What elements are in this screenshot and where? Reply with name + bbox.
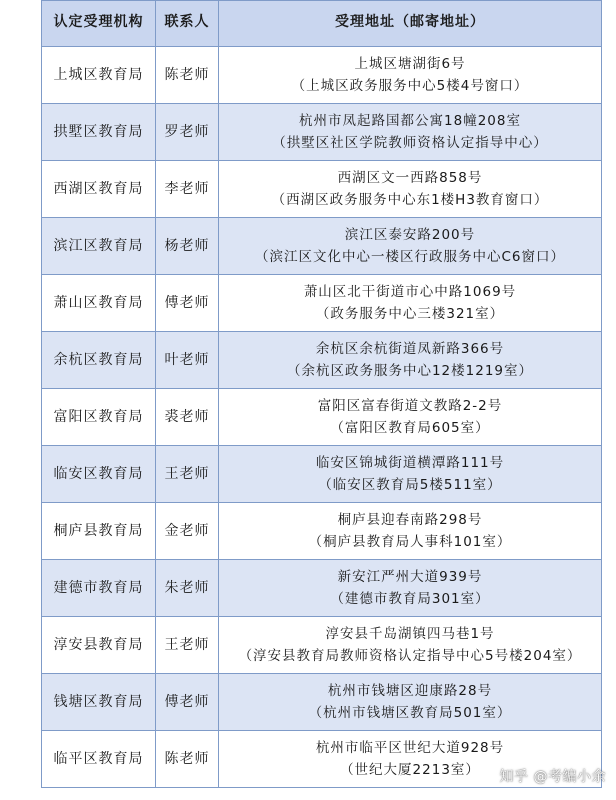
contact-cell: 叶老师 [156,332,219,389]
address-line-office: （滨江区文化中心一楼区行政服务中心C6窗口） [254,249,565,265]
address-line-office: （拱墅区社区学院教师资格认定指导中心） [272,135,548,151]
contact-cell: 王老师 [156,446,219,503]
address-line-street: 桐庐县迎春南路298号 [337,512,483,528]
teacher-certification-table-container [41,0,601,788]
address-cell [219,275,602,332]
table-row [42,617,602,674]
address-cell [219,104,602,161]
org-cell: 滨江区教育局 [42,218,156,275]
org-cell: 萧山区教育局 [42,275,156,332]
address-cell [219,218,602,275]
org-cell: 淳安县教育局 [42,617,156,674]
org-cell: 钱塘区教育局 [42,674,156,731]
address-cell [219,389,602,446]
address-line-office: （政务服务中心三楼321室） [315,306,505,322]
address-line-office: （西湖区政务服务中心东1楼H3教育窗口） [271,192,549,208]
address-line-office: （桐庐县教育局人事科101室） [308,534,512,550]
address-line-office: （杭州市钱塘区教育局501室） [308,705,512,721]
table-row [42,503,602,560]
address-cell [219,332,602,389]
contact-cell: 杨老师 [156,218,219,275]
address-line-street: 新安江严州大道939号 [337,569,483,585]
address-line-street: 杭州市凤起路国都公寓18幢208室 [299,113,521,129]
table-row [42,332,602,389]
address-line-street: 西湖区文一西路858号 [337,170,483,186]
org-cell: 临平区教育局 [42,731,156,788]
address-line-street: 上城区塘湖街6号 [354,56,466,72]
table-header-row [42,1,602,47]
contact-cell: 罗老师 [156,104,219,161]
table-row [42,161,602,218]
org-cell: 富阳区教育局 [42,389,156,446]
org-cell: 拱墅区教育局 [42,104,156,161]
table-row [42,389,602,446]
address-cell [219,47,602,104]
org-cell: 上城区教育局 [42,47,156,104]
address-cell [219,560,602,617]
address-line-street: 富阳区富春街道文教路2-2号 [317,398,503,414]
contact-cell: 陈老师 [156,47,219,104]
address-line-street: 余杭区余杭街道凤新路366号 [315,341,505,357]
table-row [42,275,602,332]
address-line-office: （世纪大厦2213室） [340,762,480,778]
address-cell [219,503,602,560]
contact-cell: 金老师 [156,503,219,560]
table-row [42,218,602,275]
address-line-office: （富阳区教育局605室） [330,420,490,436]
header-address: 受理地址（邮寄地址） [219,1,602,47]
contact-cell: 朱老师 [156,560,219,617]
address-line-street: 萧山区北干街道市心中路1069号 [303,284,517,300]
header-contact: 联系人 [156,1,219,47]
address-line-street: 杭州市钱塘区迎康路28号 [327,683,493,699]
contact-cell: 李老师 [156,161,219,218]
org-cell: 桐庐县教育局 [42,503,156,560]
table-row [42,560,602,617]
address-line-street: 杭州市临平区世纪大道928号 [315,740,505,756]
table-row [42,674,602,731]
address-cell [219,674,602,731]
address-line-office: （上城区政务服务中心5楼4号窗口） [291,78,529,94]
table-row [42,446,602,503]
address-line-office: （淳安县教育局教师资格认定指导中心5号楼204室） [238,648,582,664]
contact-cell: 王老师 [156,617,219,674]
address-cell [219,161,602,218]
contact-cell: 傅老师 [156,275,219,332]
address-line-street: 临安区锦城街道横潭路111号 [315,455,505,471]
header-org: 认定受理机构 [42,1,156,47]
address-cell [219,446,602,503]
org-cell: 建德市教育局 [42,560,156,617]
contact-cell: 裘老师 [156,389,219,446]
teacher-certification-table [41,0,602,788]
address-cell [219,617,602,674]
address-line-office: （余杭区政务服务中心12楼1219室） [286,363,534,379]
org-cell: 余杭区教育局 [42,332,156,389]
contact-cell: 陈老师 [156,731,219,788]
address-line-street: 淳安县千岛湖镇四马巷1号 [325,626,495,642]
contact-cell: 傅老师 [156,674,219,731]
address-line-office: （临安区教育局5楼511室） [318,477,502,493]
org-cell: 临安区教育局 [42,446,156,503]
table-body [42,47,602,788]
watermark: 知乎 @考编小余 [499,769,606,785]
address-line-office: （建德市教育局301室） [330,591,490,607]
org-cell: 西湖区教育局 [42,161,156,218]
table-row [42,104,602,161]
address-line-street: 滨江区泰安路200号 [344,227,476,243]
table-row [42,47,602,104]
